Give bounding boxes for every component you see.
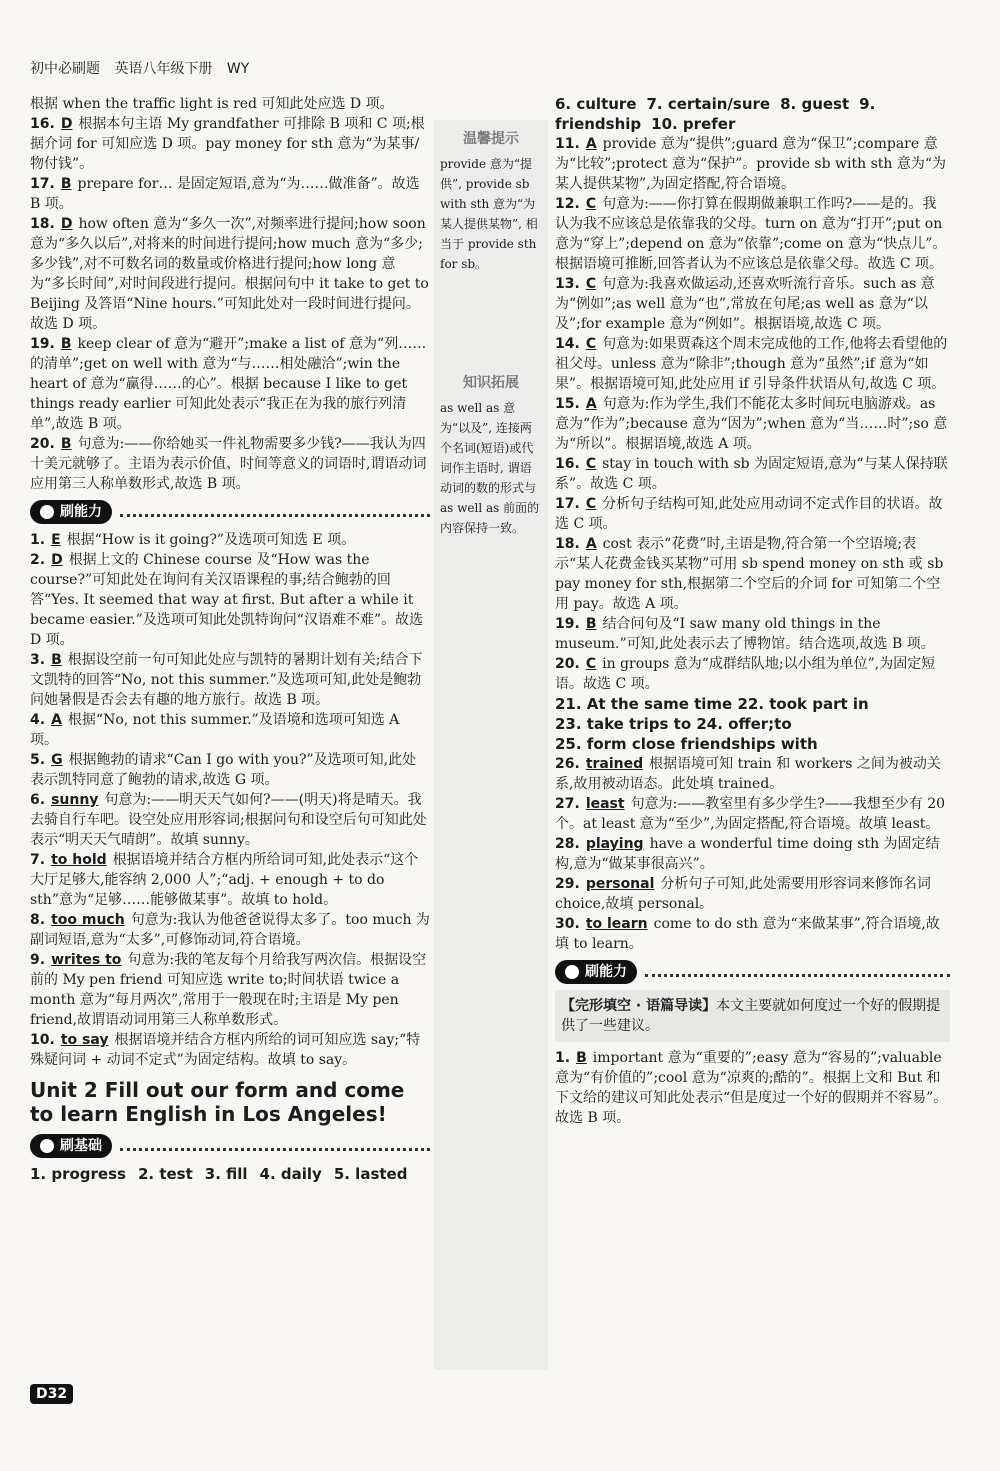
answer-item: 2. D 根据上文的 Chinese course 及“How was the course?”可知此处在询问有关汉语课程的事;结合鲍勃的回答“Yes. It seemed that way at first. But after a while it became easier.”及选项可知此处凯特询问“汉语难不难”。故选 D 项。 — [30, 552, 424, 648]
vocab-item: 8. guest — [780, 95, 850, 113]
answer-item: 1. B important 意为“重要的”;easy 意为“容易的”;valuable 意为“有价值的”;cool 意为“凉爽的;酷的”。根据上文和 But 和下文给的建议可知此处表示“但是度过一个好的假期并不容易”。故选 B 项。 — [555, 1050, 948, 1126]
answer-item: 29. personal 分析句子可知,此处需要用形容词来修饰名词 choice,故填 personal。 — [555, 876, 931, 912]
ext-text: as well as 意为“以及”, 连接两个名词(短语)或代词作主语时, 谓语动词的数的形式与 as well as 前面的内容保持一致。 — [440, 401, 540, 535]
subject-title: 英语八年级下册 — [114, 61, 213, 77]
vocab-item: 3. fill — [204, 1165, 248, 1183]
answer-item: 19. B keep clear of 意为“避开”;make a list of 意为“列……的清单”;get on well with 意为“与……相处融洽”;win the heart of 意为“赢得……的心”。根据 because I like to get things ready earlier 可知此处表示“我正在为我的旅行列清单”,故选 B 项。 — [30, 336, 427, 432]
section-badge: 刷能力 — [555, 960, 637, 984]
answer-item: 27. least 句意为:——教室里有多少学生?——我想至少有 20 个。at least 意为“至少”,为固定搭配,符合语境。故填 least。 — [555, 796, 946, 832]
series-title: 初中必刷题 — [30, 61, 100, 77]
page-header — [30, 58, 970, 84]
vocab-item: 2. test — [137, 1165, 193, 1183]
right-column — [555, 94, 950, 1128]
vocab-item: 5. lasted — [333, 1165, 408, 1183]
vocab-item: 21. At the same time 22. took part in — [555, 695, 869, 713]
answer-item: 3. B 根据设空前一句可知此处应与凯特的暑期计划有关;结合下文凯特的回答“No, not this summer.”及选项可知,此处是鲍勃问她暑假是否会去有趣的地方旅行。故选 B 项。 — [30, 652, 423, 708]
pen-icon — [40, 1139, 54, 1153]
answer-item: 18. D how often 意为“多久一次”,对频率进行提问;how soon 意为“多久以后”,对将来的时间进行提问;how much 意为“多少;多少钱”,对不可数名词的数量或价格进行提问;how long 意为“多长时间”,对时间段进行提问。根据问句中 it take to get to Beijing 及答语“Nine hours.”可知此处对一段时间进行提问。故选 D 项。 — [30, 216, 429, 332]
answer-item: 5. G 根据鲍勃的请求“Can I go with you?”及选项可知,此处表示凯特同意了鲍勃的请求,故选 G 项。 — [30, 752, 417, 788]
dotted-divider — [120, 508, 430, 517]
right-answers-2 — [555, 754, 950, 954]
answer-item: 11. A provide 意为“提供”;guard 意为“保卫”;compare 意为“比较”;protect 意为“保护”。provide sb with sth 意为“为某人提供某物”,为固定搭配,符合语境。 — [555, 136, 947, 192]
answer-item: 10. to say 根据语境并结合方框内所给的词可知应选 say;“特殊疑问词 + 动词不定式”为固定结构。故填 to say。 — [30, 1032, 421, 1068]
pen-icon — [40, 505, 54, 519]
edition-code: WY — [226, 61, 250, 77]
answer-item: 16. D 根据本句主语 My grandfather 可排除 B 项和 C 项;根据介词 for 可知应选 D 项。pay money for sth 意为“为某事/物付钱”。 — [30, 116, 425, 172]
answer-item: 17. C 分析句子结构可知,此处应用动词不定式作目的状语。故选 C 项。 — [555, 496, 943, 532]
answer-item: 20. C in groups 意为“成群结队地;以小组为单位”,为固定短语。故选 C 项。 — [555, 656, 936, 692]
answer-item: 8. too much 句意为:我认为他爸爸说得太多了。too much 为副词短语,意为“太多”,可修饰动词,符合语境。 — [30, 912, 430, 948]
vocab-item: 7. certain/sure — [646, 95, 771, 113]
vocab-answers-right — [555, 94, 950, 134]
answer-item: 16. C stay in touch with sb 为固定短语,意为“与某人保持联系”。故选 C 项。 — [555, 456, 948, 492]
tip-text: provide 意为“提供”, provide sb with sth 意为“为某人提供某物”, 相当于 provide sth for sb。 — [440, 157, 538, 271]
vocab-item: 25. form close friendships with — [555, 735, 818, 753]
sidebar-notes — [434, 120, 548, 1370]
vocab-answers — [30, 1164, 430, 1184]
left-answers-1 — [30, 114, 430, 494]
answer-item: 12. C 句意为:——你打算在假期做兼职工作吗?——是的。我认为我不应该总是依靠我的父母。turn on 意为“打开”;put on 意为“穿上”;depend on 意为“依靠”;come on 意为“快点儿”。根据语境可推断,回答者认为不应该总是依靠父母。故选 C 项。 — [555, 196, 947, 272]
dotted-divider — [120, 1142, 430, 1151]
answer-item: 26. trained 根据语境可知 train 和 workers 之间为被动关系,故用被动语态。此处填 trained。 — [555, 756, 941, 792]
unit-title: Unit 2 Fill out our form and come to learn English in Los Angeles! — [30, 1078, 405, 1126]
answer-item: 30. to learn come to do sth 意为“来做某事”,符合语境,故填 to learn。 — [555, 916, 940, 952]
ext-title: 知识拓展 — [463, 375, 519, 391]
vocab-item: 9. friendship — [555, 95, 876, 133]
answer-item: 15. A 句意为:作为学生,我们不能花太多时间玩电脑游戏。as 意为“作为”;because 意为“因为”;when 意为“当……时”;so 意为“所以”。根据语境,故选 A 项。 — [555, 396, 948, 452]
section-header-ability — [30, 500, 430, 524]
right-answers-1 — [555, 134, 950, 694]
vocab-item: 23. take trips to 24. offer;to — [555, 715, 792, 733]
answer-item: 14. C 句意为:如果贾森这个周末完成他的工作,他将去看望他的祖父母。unless 意为“除非”;though 意为“虽然”;if 意为“如果”。根据语境可知,此处应用 if 引导条件状语从句,故选 C 项。 — [555, 336, 948, 392]
answer-item: 17. B prepare for… 是固定短语,意为“为……做准备”。故选 B 项。 — [30, 176, 420, 212]
answer-item: 20. B 句意为:——你给她买一件礼物需要多少钱?——我认为四十美元就够了。主语为表示价值、时间等意义的词语时,谓语动词应用第三人称单数形式,故选 B 项。 — [30, 436, 427, 492]
answer-item: 4. A 根据“No, not this summer.”及语境和选项可知选 A 项。 — [30, 712, 400, 748]
answer-item: 7. to hold 根据语境并结合方框内所给词可知,此处表示“这个大厅足够大,能容纳 2,000 人”;“adj. + enough + to do sth”意为“足够……能够做某事”。故填 to hold。 — [30, 852, 419, 908]
answer-item: 19. B 结合问句及“I saw many old things in the museum.”可知,此处表示去了博物馆。结合选项,故选 B 项。 — [555, 616, 935, 652]
answer-item: 13. C 句意为:我喜欢做运动,还喜欢听流行音乐。such as 意为“例如”;as well 意为“也”,常放在句尾;as well as 意为“以及”;for example 意为“例如”。根据语境,故选 C 项。 — [555, 276, 935, 332]
phrase-answers — [555, 694, 950, 754]
section-badge: 刷能力 — [30, 500, 112, 524]
passage-guide — [555, 990, 950, 1042]
guide-title: 【完形填空 · 语篇导读】 — [561, 998, 717, 1014]
section-header-basic — [30, 1134, 430, 1158]
vocab-item: 1. progress — [30, 1165, 126, 1183]
tip-title: 温馨提示 — [463, 131, 519, 147]
answer-item: 18. A cost 表示“花费”时,主语是物,符合第一个空语境;表示“某人花费金钱买某物”可用 sb spend money on sth 或 sb pay money for sth,根据第二个空后的介词 for 可知第二个空用 pay。故选 A 项。 — [555, 536, 944, 612]
answer-item: 28. playing have a wonderful time doing sth 为固定结构,意为“做某事很高兴”。 — [555, 836, 940, 872]
intro-text: 根据 when the traffic light is red 可知此处应选 D 项。 — [30, 96, 394, 112]
answer-item: 6. sunny 句意为:——明天天气如何?——(明天)将是晴天。我去骑自行车吧。设空处应用形容词;根据问句和设空后句可知此处表示“明天天气晴朗”。故填 sunny。 — [30, 792, 427, 848]
dotted-divider — [645, 968, 950, 977]
vocab-item: 6. culture — [555, 95, 637, 113]
vocab-item: 4. daily — [259, 1165, 322, 1183]
page-number: D32 — [30, 1384, 73, 1404]
section-badge: 刷基础 — [30, 1134, 112, 1158]
answer-item: 1. E 根据“How is it going?”及选项可知选 E 项。 — [30, 532, 356, 548]
pen-icon — [565, 965, 579, 979]
answer-item: 9. writes to 句意为:我的笔友每个月给我写两次信。根据设空前的 My pen friend 可知应选 write to;时间状语 twice a month 意为“每月两次”,常用于一般现在时;主语是 My pen friend,故谓语动词用第三人称单数形式。 — [30, 952, 427, 1028]
guide-text: 本文主要就如何度过一个好的假期提供了一些建议。 — [561, 998, 941, 1034]
vocab-item: 10. prefer — [651, 115, 736, 133]
left-answers-2 — [30, 530, 430, 1070]
left-column — [30, 94, 430, 1184]
section-header-ability-right — [555, 960, 950, 984]
